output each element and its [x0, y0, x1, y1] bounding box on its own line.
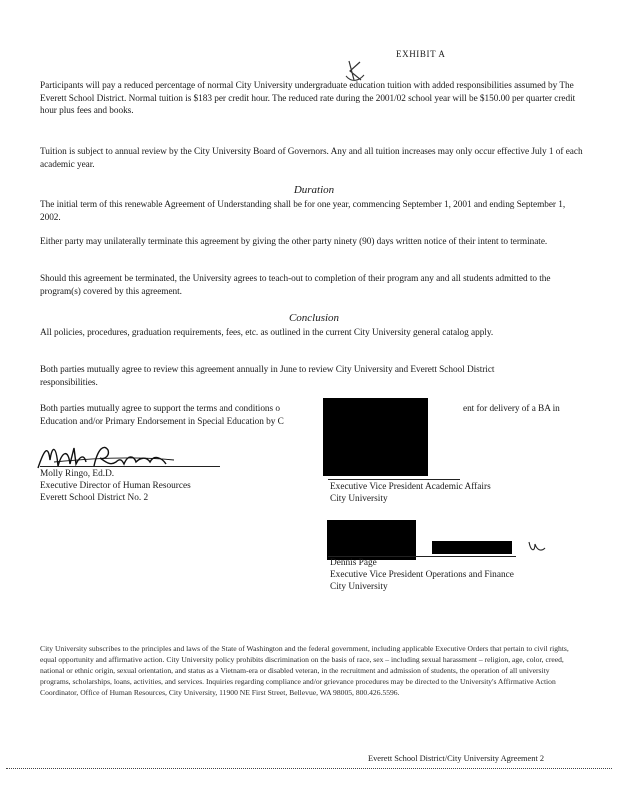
initial-term-paragraph: The initial term of this renewable Agreement of Understanding shall be for one year, commencing September 1, 2001 and ending September 1, 2002. — [40, 200, 566, 223]
right2-signer-org: City University — [330, 582, 388, 592]
termination-paragraph: Either party may unilaterally terminate this agreement by giving the other party ninety (90) days written notice of their intent to terminate. — [40, 237, 548, 247]
policies-paragraph: All policies, procedures, graduation requirements, fees, etc. as outlined in the current City University general catalog apply. — [40, 328, 494, 338]
support-paragraph-line1-end: ent for delivery of a BA in — [463, 404, 560, 414]
teach-out-paragraph: Should this agreement be terminated, the University agrees to teach-out to completion of their program any and all students admitted to the program(s) covered by this agreement. — [40, 274, 551, 297]
redaction-box-signature — [327, 520, 416, 560]
exhibit-label: EXHIBIT A — [396, 49, 446, 59]
left-signer-name: Molly Ringo, Ed.D. — [40, 469, 115, 479]
nondiscrimination-statement: City University subscribes to the principles and laws of the State of Washington and the federal government, including applicable Executive Orders that pertain to civil rights, equal opportunity and affirmative action. City University policy prohibits discrimination on the basis of race, sex – including sexual harassment – religion, age, color, creed, national or ethnic origin, sexual orientation, and status as a Vietnam-era or disabled veteran, in the recruitment and admission of students, the operation of all university programs, scholarships, loans, activities, and services. Inquiries regarding compliance and/or grievance procedures may be directed to the University's Affirmative Action Coordinator, Office of Human Resources, City University, 11900 NE First Street, Bellevue, WA 98005, 800.426.5596. — [40, 644, 569, 697]
right1-signer-title: Executive Vice President Academic Affairs — [330, 482, 491, 492]
right2-signer-title: Executive Vice President Operations and Finance — [330, 570, 514, 580]
left-signer-title: Executive Director of Human Resources — [40, 481, 191, 491]
signature-line-left — [40, 466, 220, 467]
duration-heading: Duration — [293, 184, 335, 196]
support-paragraph-line1-start: Both parties mutually agree to support the terms and conditions o — [40, 404, 280, 414]
page-footer-rule — [6, 768, 612, 769]
annual-review-paragraph: Both parties mutually agree to review this agreement annually in June to review City University and Everett School District responsibilities. — [40, 365, 495, 388]
tuition-paragraph: Participants will pay a reduced percentage of normal City University undergraduate education tuition with added responsibilities assumed by The Everett School District. Normal tuition is $183 per credit hour. The reduced rate during the 2001/02 school year will be $150.00 per quarter credit hour plus fees and books. — [40, 81, 576, 117]
page-footer: Everett School District/City University Agreement 2 — [368, 754, 545, 763]
right2-signer-name: Dennis Page — [330, 558, 377, 568]
conclusion-heading: Conclusion — [288, 312, 340, 324]
signature-line-right-1 — [328, 479, 460, 480]
signature-line-right-2 — [328, 556, 516, 557]
initials-mark-icon — [526, 538, 548, 554]
support-paragraph-line2: Education and/or Primary Endorsement in Special Education by C — [40, 417, 284, 427]
right1-signer-org: City University — [330, 494, 388, 504]
redaction-box-date — [432, 541, 512, 554]
redaction-box-top — [323, 398, 428, 476]
left-signer-org: Everett School District No. 2 — [40, 493, 149, 503]
tuition-review-paragraph: Tuition is subject to annual review by the City University Board of Governors. Any and all tuition increases may only occur effective July 1 of each academic year. — [40, 147, 583, 170]
